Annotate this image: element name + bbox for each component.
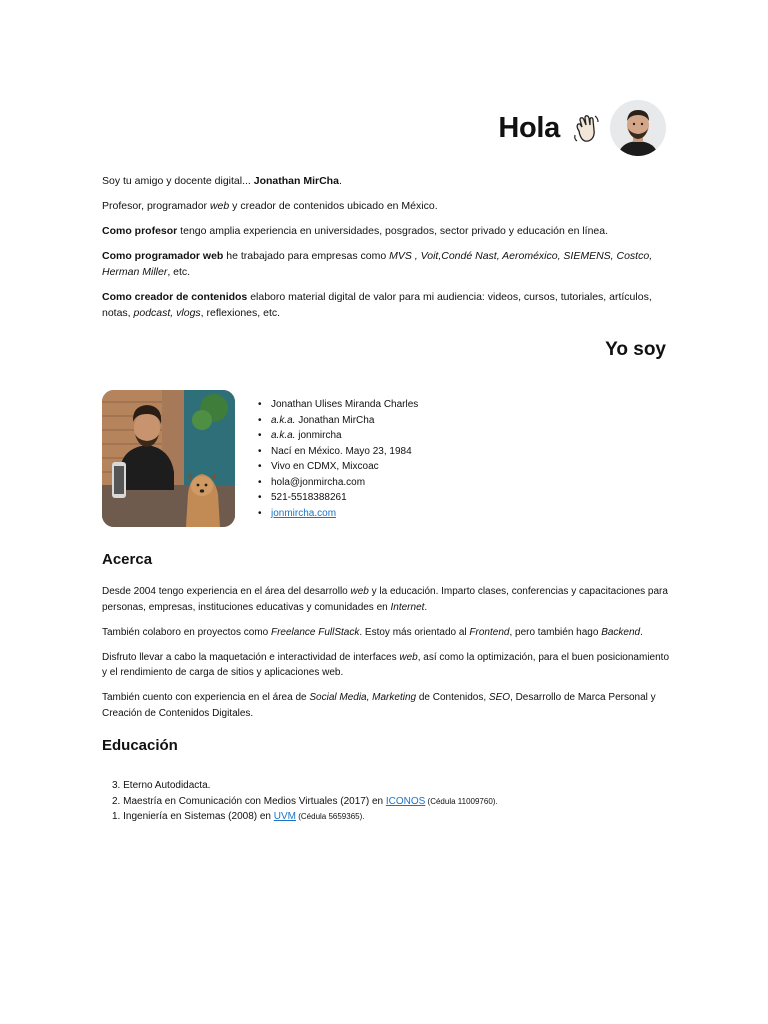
intro-name: Jonathan MirCha [253,175,339,187]
acerca-text: . [424,601,428,613]
acerca-text: Desde 2004 tengo experiencia en el área del desarrollo [102,586,351,597]
profile-avatar [610,100,666,156]
intro-italic: podcast, vlogs [133,307,201,319]
acerca-text: , pero también hago [509,626,602,638]
yo-soy-heading: Yo soy [605,339,666,360]
acerca-italic: SEO [488,692,511,703]
hero [498,100,666,156]
intro-text: Profesor, programador [102,200,210,212]
fact-email: hola@jonmircha.com [271,476,366,488]
cedula-note: (Cédula 5659365). [296,812,365,821]
acerca-text: . [640,626,643,638]
acerca-italic: Frontend [469,626,510,638]
acerca-heading: Acerca [102,551,153,568]
iconos-link[interactable]: ICONOS [385,795,426,807]
acerca-italic: Freelance FullStack [270,626,360,638]
avatar-face-illustration [610,100,666,156]
intro-section [102,173,672,330]
fact-aka: Jonathan MirCha [295,414,375,426]
list-item [258,413,418,429]
profile-photo [102,390,235,527]
intro-bold: Como creador de contenidos [102,291,248,303]
acerca-paragraph-3 [102,650,672,681]
intro-bold: Como programador web [102,250,224,262]
intro-text: . [338,175,342,187]
education-list [112,778,498,825]
list-item [112,809,498,825]
intro-paragraph-1 [102,173,672,189]
intro-italic: web [209,200,230,212]
list-item [112,794,498,810]
intro-paragraph-5 [102,289,672,321]
list-item [258,397,418,413]
acerca-paragraph-4 [102,690,672,721]
list-item [258,444,418,460]
website-link[interactable]: jonmircha.com [271,507,337,519]
personal-facts-list [258,397,418,521]
education-item-text: 2. Maestría en Comunicación con Medios Virtuales (2017) en [112,795,386,807]
list-item [258,490,418,506]
intro-text: , reflexiones, etc. [200,307,281,319]
acerca-italic: web [350,586,369,597]
aka-label: a.k.a. [271,430,296,441]
intro-paragraph-3 [102,223,672,239]
acerca-text: Disfruto llevar a cabo la maquetación e interactividad de interfaces [102,651,400,663]
acerca-paragraph-2 [102,625,672,641]
acerca-text: . Estoy más orientado al [359,626,470,638]
fact-phone: 521-5518388261 [271,492,347,503]
intro-companies: MVS , Voit,Condé Nast, Aeroméxico, SIEMENS, Costco, Herman Miller [102,250,653,278]
intro-text: Soy tu amigo y docente digital... [102,175,254,187]
intro-text: he trabajado para empresas como [223,250,390,262]
fact-location: Vivo en CDMX, Mixcoac [271,461,379,472]
education-item-text: 3. Eterno Autodidacta. [112,780,211,791]
acerca-paragraph-1 [102,584,672,615]
intro-bold: Como profesor [102,225,178,237]
list-item [112,778,498,794]
fact-aka: jonmircha [295,430,342,441]
greeting-heading: Hola [498,111,560,144]
educacion-heading: Educación [102,737,178,754]
acerca-italic: web [399,651,418,663]
education-item-text: 1. Ingeniería en Sistemas (2008) en [112,811,274,822]
intro-paragraph-2 [102,198,672,214]
acerca-italic: Social Media, Marketing [309,692,417,703]
acerca-italic: Internet [390,601,425,613]
waving-hand-icon [570,111,604,145]
list-item [258,506,418,522]
photo-illustration [102,390,235,527]
intro-paragraph-4 [102,248,672,280]
acerca-text: , así como la optimización, para el buen posicionamiento y el rendimiento de carga de sitios y aplicaciones web. [102,651,669,678]
acerca-text: de Contenidos, [416,692,489,703]
intro-text: y creador de contenidos ubicado en México. [229,200,438,212]
intro-text: , etc. [167,266,191,278]
acerca-text: También colaboro en proyectos como [102,626,271,638]
list-item [258,475,418,491]
intro-text: tengo amplia experiencia en universidades, posgrados, sector privado y educación en línea. [177,225,609,237]
acerca-text: y la educación. Imparto clases, conferencias y capacitaciones para personas, empresas, instituciones educativas y comunidades en [102,586,668,613]
intro-text: elaboro material digital de valor para mi audiencia: videos, cursos, tutoriales, artículos, notas, [102,291,652,319]
acerca-text: , Desarrollo de Marca Personal y Creación de Contenidos Digitales. [102,692,656,719]
acerca-section [102,584,672,731]
list-item [258,428,418,444]
acerca-italic: Backend [601,626,641,638]
cedula-note: (Cédula 11009760). [425,796,498,806]
fact-full-name: Jonathan Ulises Miranda Charles [271,399,419,410]
list-item [258,459,418,475]
fact-birth: Nací en México. Mayo 23, 1984 [271,445,412,457]
acerca-text: También cuento con experiencia en el área de [102,692,310,703]
aka-label: a.k.a. [271,414,296,426]
uvm-link[interactable]: UVM [273,811,296,822]
